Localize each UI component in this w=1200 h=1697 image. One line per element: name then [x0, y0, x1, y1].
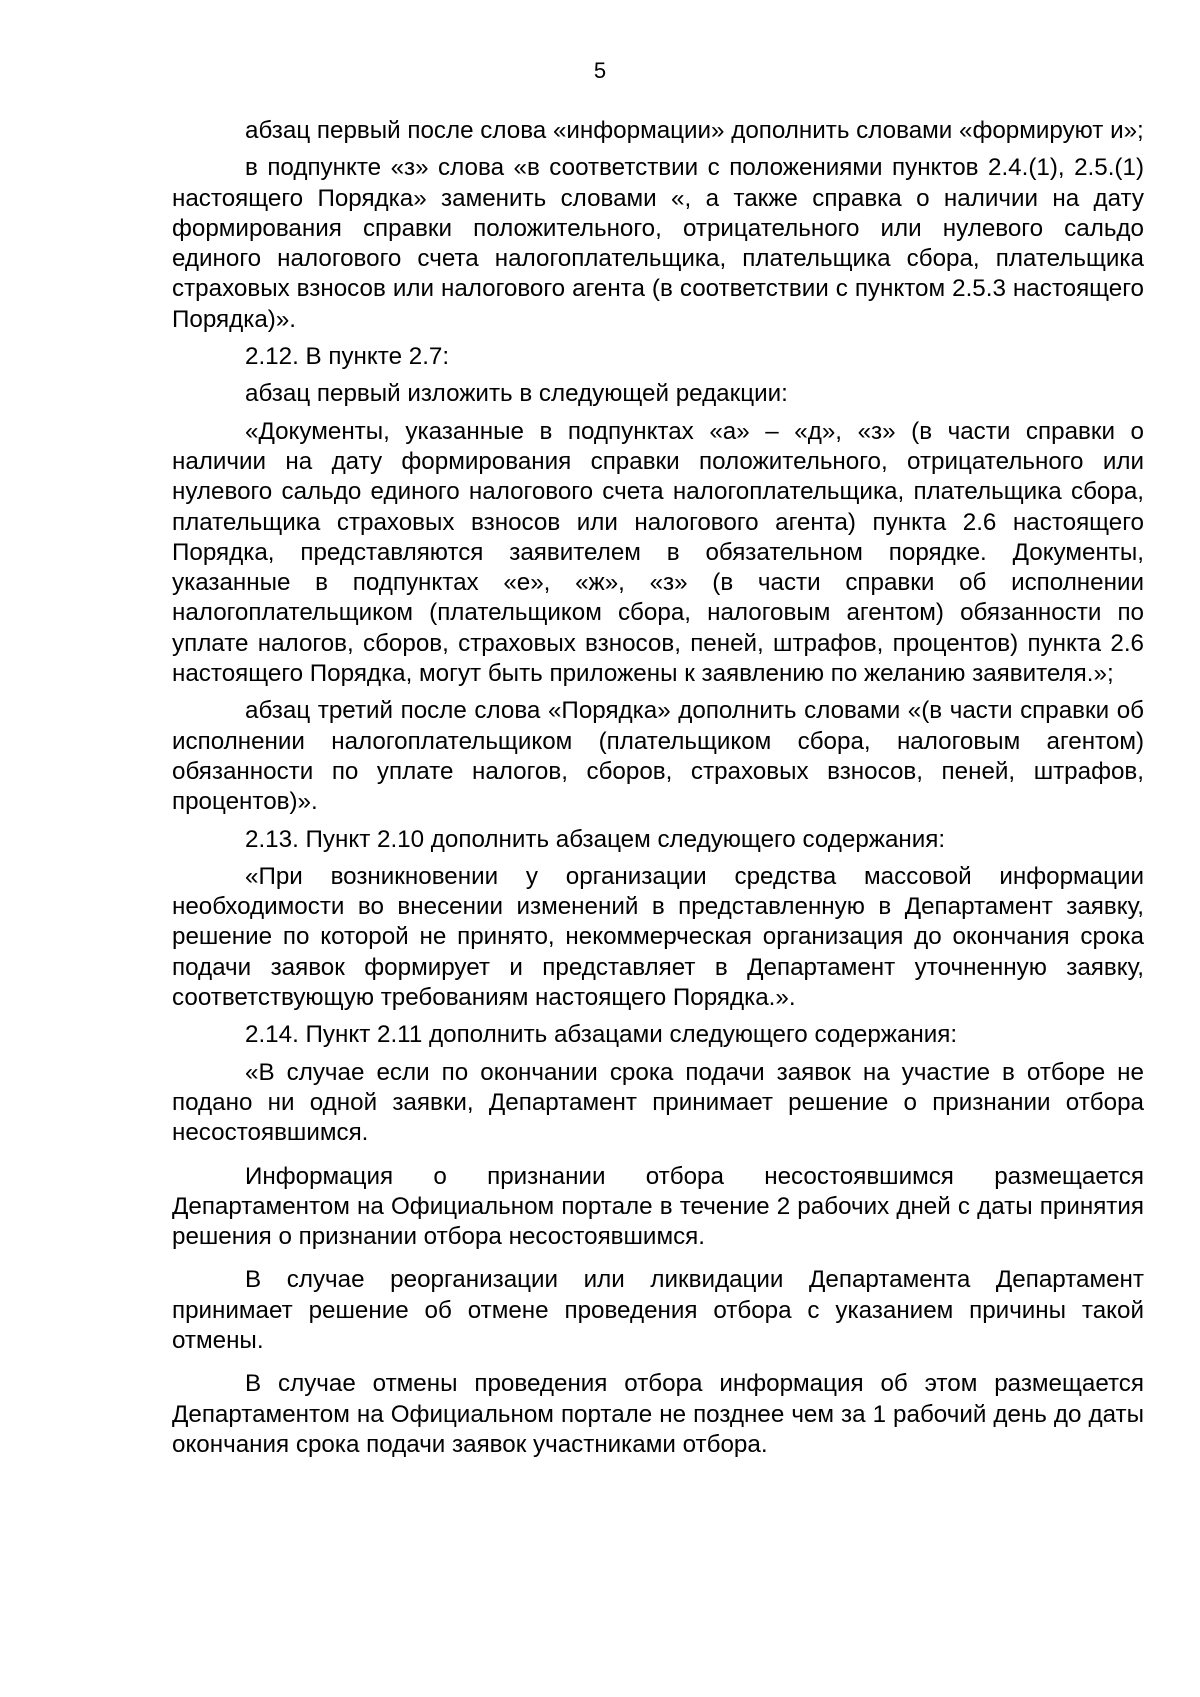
paragraph: «Документы, указанные в подпунктах «а» – «д», «з» (в части справки о наличии на дату формирования справки положительного, отрицательного или нулевого сальдо единого налогового счета налогоплательщика, плательщика сбора, плательщика страховых взносов или налогового агента) пункта 2.6 настоящего Порядка, представляются заявителем в обязательном порядке. Документы, указанные в подпунктах «е», «ж», «з» (в части справки об исполнении налогоплательщиком (плательщиком сбора, налоговым агентом) обязанности по уплате налогов, сборов, страховых взносов, пеней, штрафов, процентов) пункта 2.6 настоящего Порядка, могут быть приложены к заявлению по желанию заявителя.»; — [172, 417, 1144, 688]
document-body — [172, 116, 1144, 1467]
paragraph: Информация о признании отбора несостоявшимся размещается Департаментом на Официальном портале в течение 2 рабочих дней с даты принятия решения о признании отбора несостоявшимся. — [172, 1162, 1144, 1251]
paragraph: «В случае если по окончании срока подачи заявок на участие в отборе не подано ни одной заявки, Департамент принимает решение о признании отбора несостоявшимся. — [172, 1058, 1144, 1147]
paragraph: «При возникновении у организации средства массовой информации необходимости во внесении изменений в представленную в Департамент заявку, решение по которой не принято, некоммерческая организация до окончания срока подачи заявок формирует и представляет в Департамент уточненную заявку, соответствующую требованиям настоящего Порядка.». — [172, 862, 1144, 1012]
paragraph: В случае отмены проведения отбора информация об этом размещается Департаментом на Официальном портале не позднее чем за 1 рабочий день до даты окончания срока подачи заявок участниками отбора. — [172, 1370, 1144, 1458]
page-number: 5 — [593, 58, 607, 83]
paragraph: абзац третий после слова «Порядка» дополнить словами «(в части справки об исполнении налогоплательщиком (плательщиком сбора, налоговым агентом) обязанности по уплате налогов, сборов, страховых взносов, пеней, штрафов, процентов)». — [172, 697, 1144, 816]
paragraph: 2.14. Пункт 2.11 дополнить абзацами следующего содержания: — [245, 1021, 958, 1049]
paragraph: абзац первый изложить в следующей редакции: — [245, 380, 788, 408]
paragraph: в подпункте «з» слова «в соответствии с положениями пунктов 2.4.(1), 2.5.(1) настоящего Порядка» заменить словами «, а также справка о наличии на дату формирования справки положительного, отрицательного или нулевого сальдо единого налогового счета налогоплательщика, плательщика сбора, плательщика страховых взносов или налогового агента (в соответствии с пунктом 2.5.3 настоящего Порядка)». — [172, 154, 1144, 333]
paragraph: 2.13. Пункт 2.10 дополнить абзацем следующего содержания: — [245, 825, 946, 853]
paragraph: абзац первый после слова «информации» дополнить словами «формируют и»; — [245, 117, 1144, 144]
paragraph: 2.12. В пункте 2.7: — [245, 343, 450, 371]
paragraph: В случае реорганизации или ликвидации Департамента Департамент принимает решение об отмене проведения отбора с указанием причины такой отмены. — [172, 1266, 1144, 1354]
